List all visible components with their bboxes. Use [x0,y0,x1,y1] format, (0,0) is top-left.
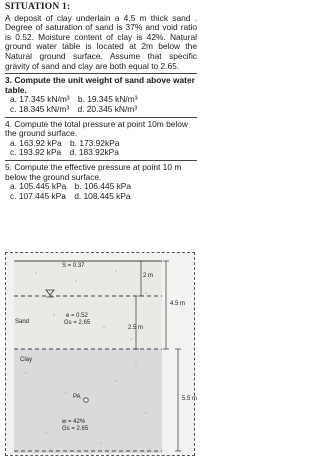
clay-layer-label: Clay [20,357,33,363]
situation-title: SITUATION 1: [5,2,71,12]
question-3-text: Compute the unit weight of sand above water table. [5,75,195,95]
clay-specific-gravity-label: Gs = 2.65 [62,426,89,432]
choice-a[interactable]: a. 17.345 kN/m³ [10,94,70,105]
choice-c[interactable]: c. 193.92 kPa [10,147,62,158]
choice-d[interactable]: d. 108.445 kPa [74,190,131,201]
choice-row [5,105,197,115]
sand-saturation-label: S = 0.37 [62,263,85,269]
divider [5,160,197,161]
sand-layer [14,261,162,349]
question-4-text: Compute the total pressure at point 10m below the ground surface. [5,118,188,139]
choice-c[interactable]: c. 107.445 kPa [10,190,66,201]
choice-b[interactable]: b. 106.445 kPa [74,181,132,192]
problem-text-block [5,3,197,201]
choice-a[interactable]: a. 105.445 kPa [10,181,67,192]
clay-moisture-label: w = 42% [62,419,86,425]
question-5-text: Compute the effective pressure at point 10 m below the ground surface. [5,161,182,182]
question-4 [5,120,197,139]
point-a-marker [84,398,88,402]
question-3 [5,76,197,95]
choice-b[interactable]: b. 19.345 kN/m³ [77,94,138,105]
sand-layer-label: Sand [15,319,30,325]
soil-profile-figure [5,252,198,456]
choice-row [5,148,197,158]
water-table-depth-label: 2 m [143,273,154,279]
choice-row [5,192,197,202]
choice-d[interactable]: d. 183.92kPa [69,147,119,158]
divider [5,117,197,118]
choice-c[interactable]: c. 18.345 kN/m³ [10,103,70,114]
sand-thickness-label: 4.5 m [170,301,186,307]
question-5 [5,163,197,182]
question-5-number: 5. [5,161,12,172]
sand-void-ratio-label: e = 0.52 [66,313,88,319]
sand-below-water-table-label: 2.5 m [128,325,144,331]
point-a-label: PA [73,394,81,400]
soil-profile-diagram [6,253,194,455]
choice-a[interactable]: a. 163.92 kPa [10,137,62,148]
choice-d[interactable]: d. 20.345 kN/m³ [77,103,138,114]
question-4-number: 4. [5,118,12,129]
choice-b[interactable]: b. 173.92kPa [70,137,120,148]
question-3-number: 3. [5,75,12,86]
sand-specific-gravity-label: Gs = 2.65 [64,320,91,326]
clay-thickness-label: 5.5 m [182,396,198,402]
problem-statement: A deposit of clay underlain a 4.5 m thick sand . Degree of saturation of sand is 37% and void ratio is 0.52. Moisture content of clay is 42%. Natural ground water table is located at 2m below the Natural ground surface. Assume that specific gravity of sand and clay are both equal to 2.65. [5,12,197,71]
divider [5,73,197,74]
